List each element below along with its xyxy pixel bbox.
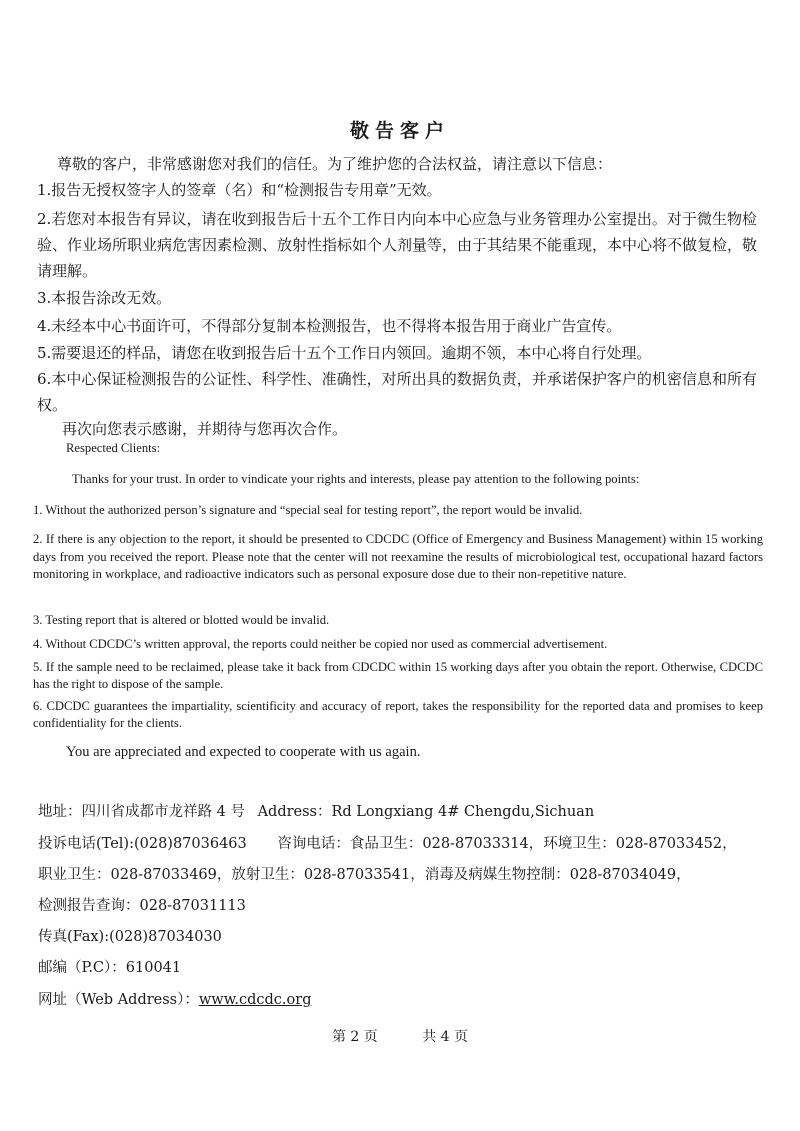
report-query-phone: 检测报告查询：028-87031113 xyxy=(38,898,246,914)
zh-item-6: 6.本中心保证检测报告的公证性、科学性、准确性，对所出具的数据负责，并承诺保护客户的机密信息和所有权。 xyxy=(37,370,757,414)
web-address-line xyxy=(38,989,778,1011)
zh-item-4: 4.未经本中心书面许可，不得部分复制本检测报告，也不得将本报告用于商业广告宣传。 xyxy=(37,317,622,335)
en-item-1: 1. Without the authorized person’s signature and “special seal for testing report”, the report would be invalid. xyxy=(33,503,583,517)
postcode: 邮编（P.C）：610041 xyxy=(38,960,182,976)
en-closing: You are appreciated and expected to cooperate with us again. xyxy=(66,744,421,760)
en-item-3: 3. Testing report that is altered or blotted would be invalid. xyxy=(33,613,330,627)
address-en: Address：Rd Longxiang 4# Chengdu,Sichuan xyxy=(257,804,595,820)
en-salutation: Respected Clients: xyxy=(66,441,161,455)
web-address-label: 网址（Web Address）： xyxy=(38,992,199,1008)
page-current: 第 2 页 xyxy=(331,1029,378,1045)
consult-phones-2: 职业卫生：028-87033469，放射卫生：028-87033541，消毒及病媒生物控制：028-87034049， xyxy=(38,867,691,883)
en-item-5: 5. If the sample need to be reclaimed, please take it back from CDCDC within 15 working days after you obtain the report. Otherwise, CDCDC has the right to dispose of the sample. xyxy=(33,660,763,691)
complaint-phone: 投诉电话(Tel):(028)87036463 xyxy=(38,836,247,852)
page-title: 敬告客户 xyxy=(349,120,450,142)
zh-item-3: 3.本报告涂改无效。 xyxy=(37,289,172,307)
zh-item-5: 5.需要退还的样品，请您在收到报告后十五个工作日内领回。逾期不领，本中心将自行处理。 xyxy=(37,344,652,362)
page-total: 共 4 页 xyxy=(422,1029,469,1045)
address-line xyxy=(38,801,778,823)
zh-item-2: 2.若您对本报告有异议，请在收到报告后十五个工作日内向本中心应急与业务管理办公室提出。对于微生物检验、作业场所职业病危害因素检测、放射性指标如个人剂量等，由于其结果不能重现，本中心将不做复检，敬请理解。 xyxy=(37,210,758,280)
zh-greeting: 尊敬的客户，非常感谢您对我们的信任。为了维护您的合法权益，请注意以下信息： xyxy=(57,155,613,173)
zh-closing: 再次向您表示感谢，并期待与您再次合作。 xyxy=(62,420,348,438)
en-intro: Thanks for your trust. In order to vindicate your rights and interests, please pay attention to the following points: xyxy=(72,472,640,486)
en-item-2: 2. If there is any objection to the report, it should be presented to CDCDC (Office of Emergency and Business Management) within 15 working days from you received the report. Please note that the center will not reexamine the results of microbiological test, occupational hazard factors monitoring in workplace, and radioactive indicators such as personal exposure dose due to their non-repetitive nature. xyxy=(33,532,763,581)
address-zh: 地址：四川省成都市龙祥路 4 号 xyxy=(38,804,245,820)
web-address-link[interactable]: www.cdcdc.org xyxy=(198,992,312,1008)
fax-number: 传真(Fax):(028)87034030 xyxy=(38,929,222,945)
zh-item-1: 1.报告无授权签字人的签章（名）和“检测报告专用章”无效。 xyxy=(37,181,442,199)
page-number xyxy=(0,1026,800,1046)
en-item-4: 4. Without CDCDC’s written approval, the reports could neither be copied nor used as commercial advertisement. xyxy=(33,637,608,651)
consult-phones-1: 咨询电话：食品卫生：028-87033314，环境卫生：028-87033452， xyxy=(277,836,737,852)
en-item-6: 6. CDCDC guarantees the impartiality, scientificity and accuracy of report, takes the responsibility for the reported data and promises to keep confidentiality for the clients. xyxy=(33,699,763,730)
phone-line-1 xyxy=(38,833,778,855)
